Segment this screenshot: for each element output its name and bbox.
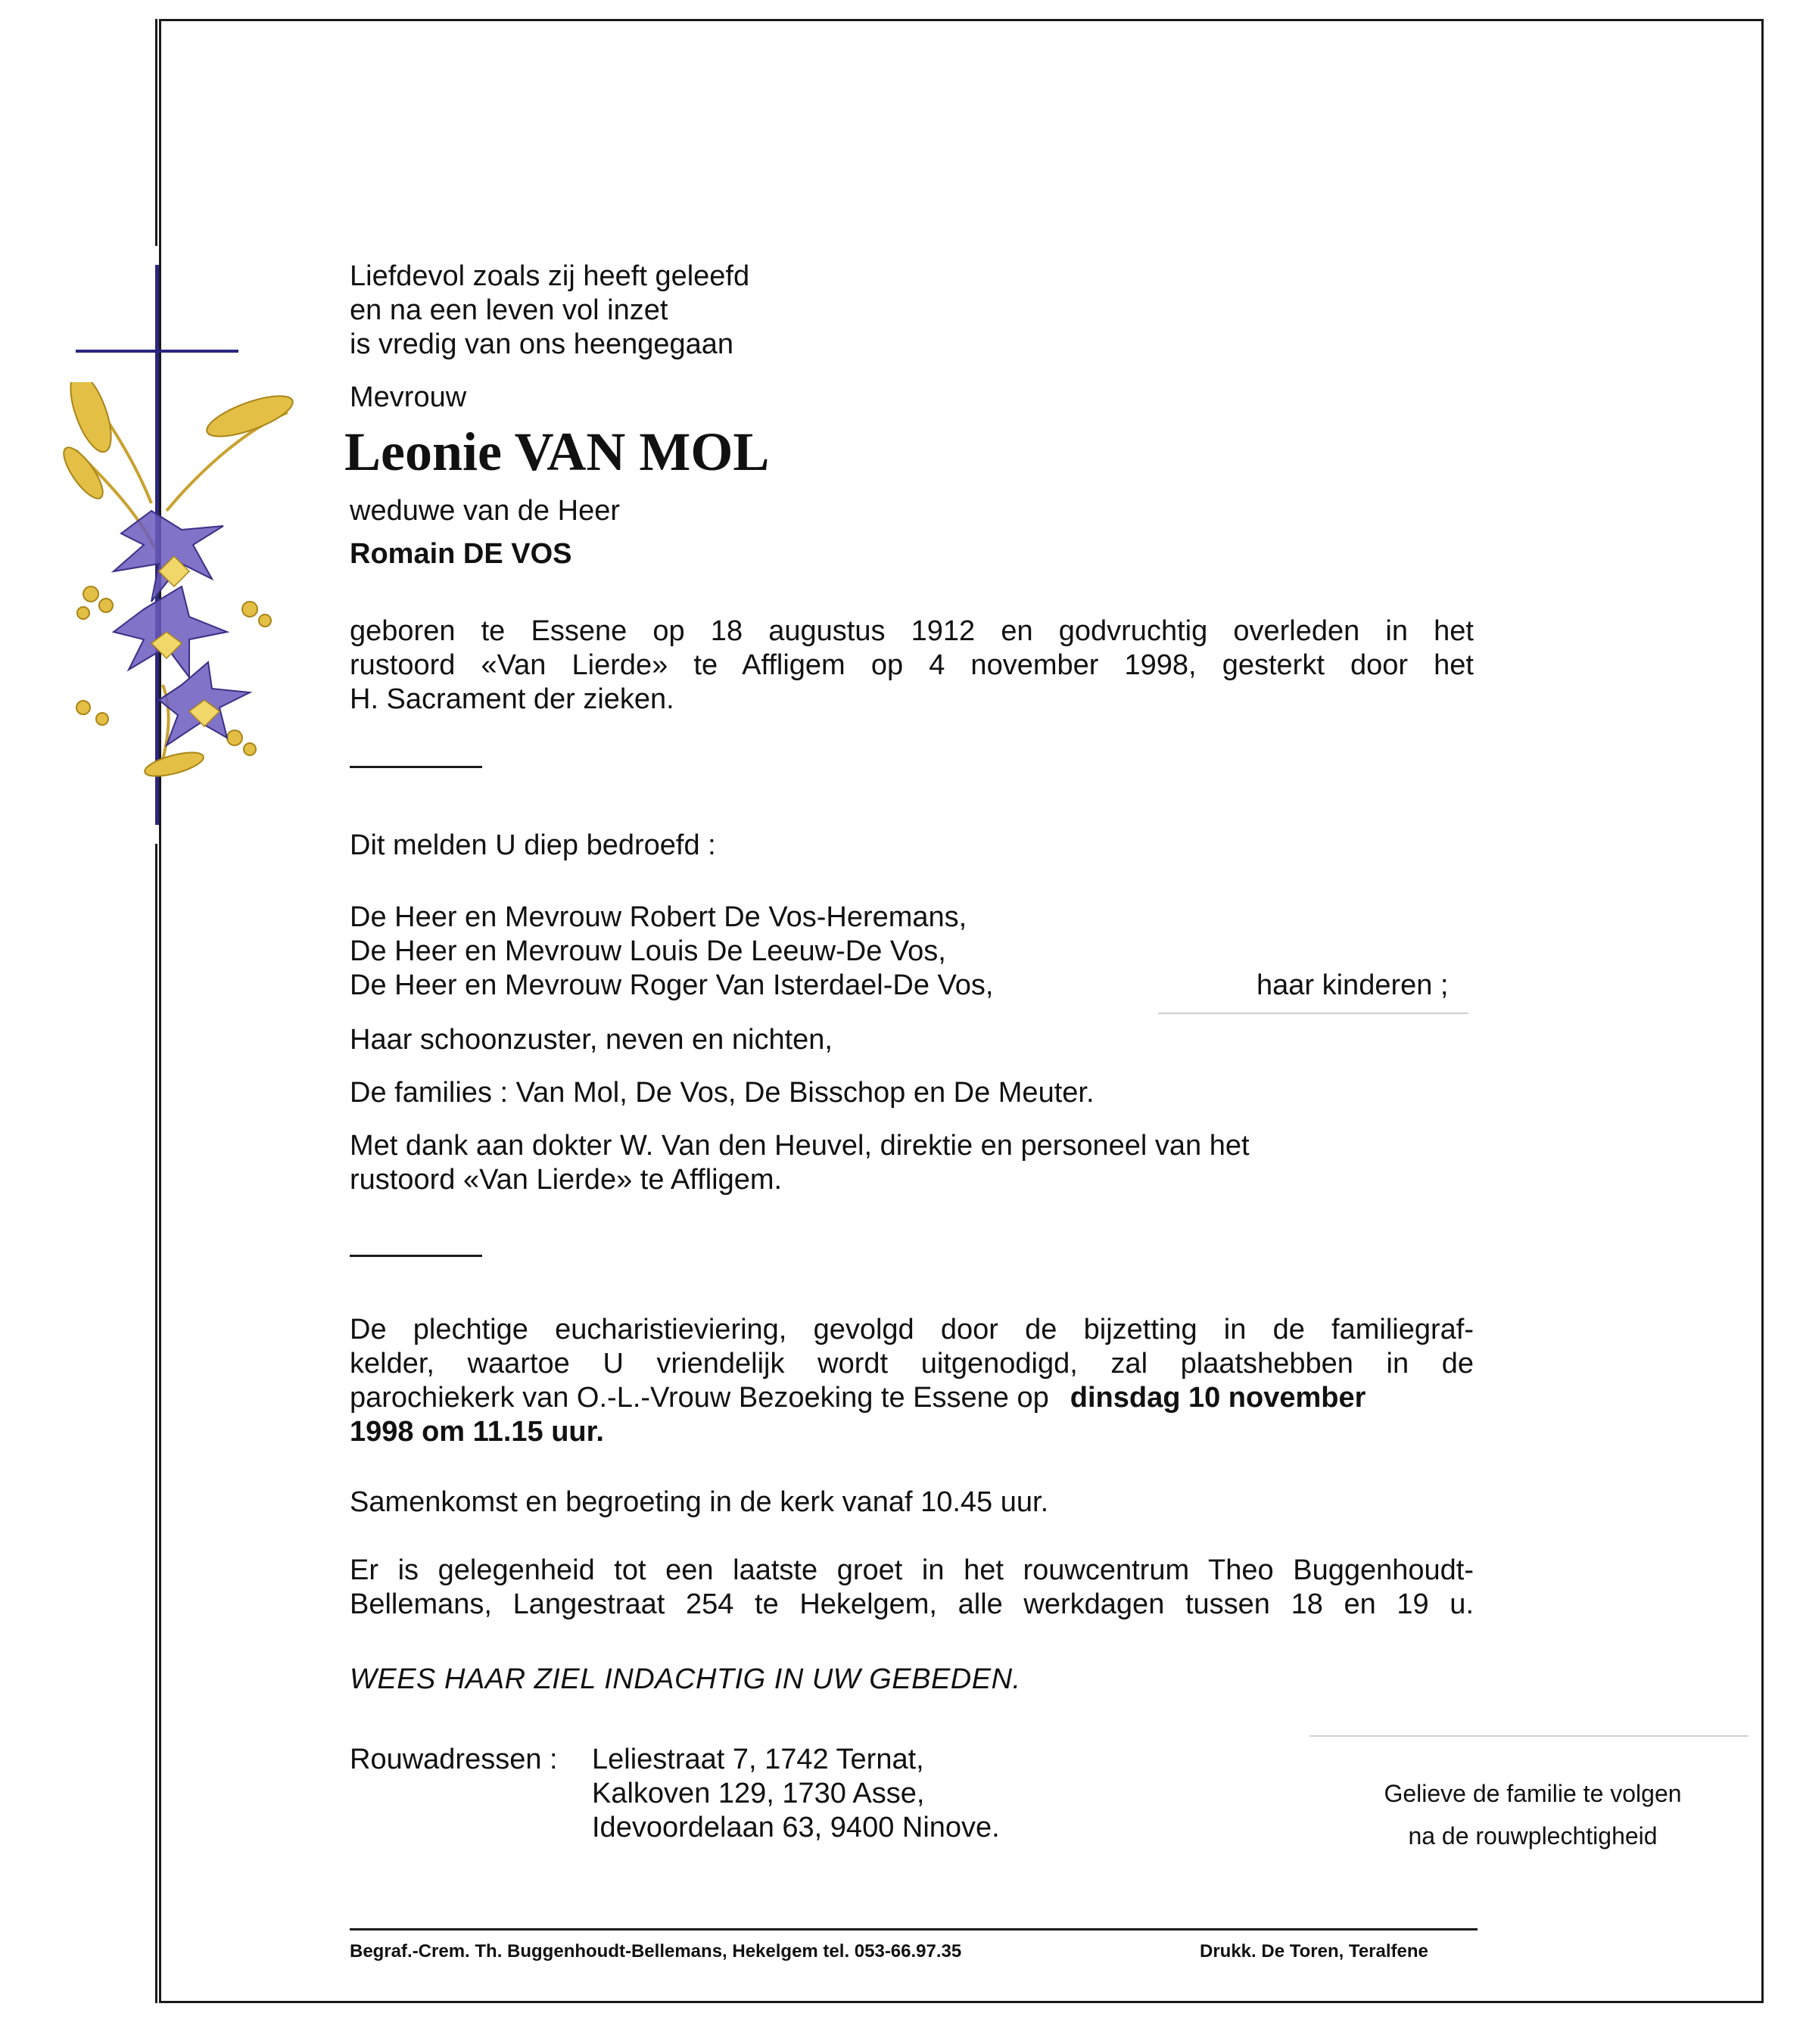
faint-mark <box>1158 1013 1468 1014</box>
ceremony-line-1: De plechtige eucharistieviering, gevolgd door de bijzetting in de familiegraf- <box>350 1314 1474 1346</box>
ceremony-line-3-text: parochiekerk van O.-L.-Vrouw Bezoeking te Essene op <box>350 1382 1049 1414</box>
thanks-line-2: rustoord «Van Lierde» te Affligem. <box>350 1164 783 1196</box>
child-line-1: De Heer en Mevrouw Robert De Vos-Heremans, <box>350 901 967 933</box>
birth-death-line-1: geboren te Essene op 18 augustus 1912 en godvruchtig overleden in het <box>350 615 1474 647</box>
floral-decoration-icon <box>61 382 333 791</box>
follow-note-line-1: Gelieve de familie te volgen <box>1384 1780 1682 1807</box>
spouse-name: Romain DE VOS <box>350 538 572 570</box>
addresses-label: Rouwadressen : <box>350 1744 558 1775</box>
footer-rule <box>350 1928 1478 1930</box>
address-3: Idevoordelaan 63, 9400 Ninove. <box>592 1812 1000 1843</box>
ceremony-date: dinsdag 10 november <box>1070 1382 1366 1414</box>
intro-line-3: is vredig van ons heengegaan <box>350 328 734 360</box>
ceremony-line-3 <box>350 1381 1365 1415</box>
separator-1 <box>350 766 482 768</box>
child-line-3: De Heer en Mevrouw Roger Van Isterdael-De Vos, <box>350 969 994 1001</box>
footer-printer: Drukk. De Toren, Teralfene <box>1200 1941 1428 1962</box>
farewell-line-1: Er is gelegenheid tot een laatste groet in het rouwcentrum Theo Buggenhoudt- <box>350 1554 1474 1586</box>
faint-fold-line <box>1309 1735 1749 1737</box>
cross-horizontal <box>76 350 238 353</box>
child-line-2: De Heer en Mevrouw Louis De Leeuw-De Vos, <box>350 935 946 967</box>
salutation: Mevrouw <box>350 381 467 413</box>
address-2: Kalkoven 129, 1730 Asse, <box>592 1778 925 1809</box>
separator-2 <box>350 1255 482 1257</box>
in-laws-line: Haar schoonzuster, neven en nichten, <box>350 1024 833 1056</box>
announce-line: Dit melden U diep bedroefd : <box>350 829 716 861</box>
frame-ext-left-lower <box>155 844 157 2003</box>
intro-line-2: en na een leven vol inzet <box>350 294 668 326</box>
ceremony-time: 1998 om 11.15 uur. <box>350 1416 604 1448</box>
follow-note-line-2: na de rouwplechtigheid <box>1408 1822 1658 1850</box>
thanks-line-1: Met dank aan dokter W. Van den Heuvel, direktie en personeel van het <box>350 1130 1250 1162</box>
gathering-line: Samenkomst en begroeting in de kerk vanaf 10.45 uur. <box>350 1486 1049 1518</box>
families-line: De families : Van Mol, De Vos, De Bisschop en De Meuter. <box>350 1077 1095 1109</box>
prayer-line: WEES HAAR ZIEL INDACHTIG IN UW GEBEDEN. <box>350 1663 1021 1695</box>
birth-death-line-3: H. Sacrament der zieken. <box>350 683 674 715</box>
intro-line-1: Liefdevol zoals zij heeft geleefd <box>350 260 750 292</box>
ceremony-line-2: kelder, waartoe U vriendelijk wordt uitgenodigd, zal plaatshebben in de <box>350 1348 1474 1380</box>
deceased-name: Leonie VAN MOL <box>344 422 770 482</box>
address-1: Leliestraat 7, 1742 Ternat, <box>592 1744 924 1775</box>
birth-death-line-2: rustoord «Van Lierde» te Affligem op 4 november 1998, gesterkt door het <box>350 649 1474 681</box>
footer-undertaker: Begraf.-Crem. Th. Buggenhoudt-Bellemans, Hekelgem tel. 053-66.97.35 <box>350 1941 962 1962</box>
farewell-line-2: Bellemans, Langestraat 254 te Hekelgem, alle werkdagen tussen 18 en 19 u. <box>350 1588 1474 1620</box>
frame-ext-left <box>155 19 157 246</box>
children-label: haar kinderen ; <box>1256 969 1449 1001</box>
widow-of-label: weduwe van de Heer <box>350 495 620 527</box>
